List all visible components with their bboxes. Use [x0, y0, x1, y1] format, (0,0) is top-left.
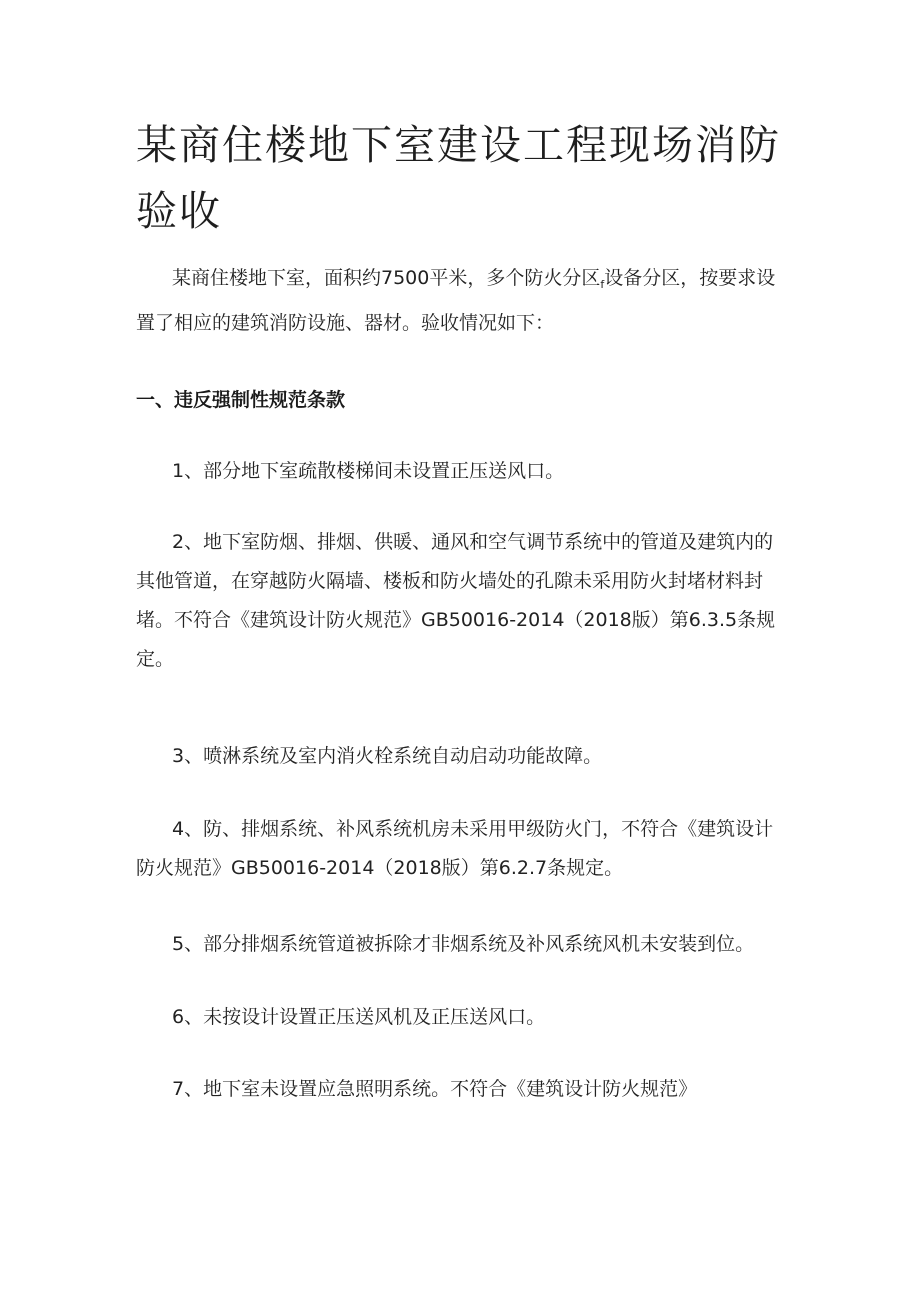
list-item-3: 3、喷淋系统及室内消火栓系统自动启动功能故障。 — [172, 745, 603, 767]
section-heading: 一、违反强制性规范条款 — [136, 389, 346, 411]
intro-text-part1: 某商住楼地下室，面积约7500平米，多个防火分区 — [172, 267, 601, 289]
list-item-2: 2、地下室防烟、排烟、供暖、通风和空气调节系统中的管道及建筑内的其他管道，在穿越防火隔墙、楼板和防火墙处的孔隙未采用防火封堵材料封堵。不符合《建筑设计防火规范》GB50016-2014（2018版）第6.3.5条规定。 — [136, 531, 776, 670]
list-item-5: 5、部分排烟系统管道被拆除才非烟系统及补风系统风机未安装到位。 — [172, 933, 755, 955]
intro-subscript: f — [600, 278, 605, 291]
intro-paragraph — [136, 259, 790, 343]
list-item-4: 4、防、排烟系统、补风系统机房未采用甲级防火门，不符合《建筑设计防火规范》GB50016-2014（2018版）第6.2.7条规定。 — [136, 818, 774, 879]
list-item-7: 7、地下室未设置应急照明系统。不符合《建筑设计防火规范》 — [172, 1078, 698, 1100]
list-item-6: 6、未按设计设置正压送风机及正压送风口。 — [172, 1006, 546, 1028]
list-item-1: 1、部分地下室疏散楼梯间未设置正压送风口。 — [172, 460, 565, 482]
intro-text-part2: 设备分区，按要求设置了相应的建筑消防设施、器材。验收情况如下： — [136, 267, 776, 334]
document-title: 某商住楼地下室建设工程现场消防验收 — [136, 121, 781, 235]
